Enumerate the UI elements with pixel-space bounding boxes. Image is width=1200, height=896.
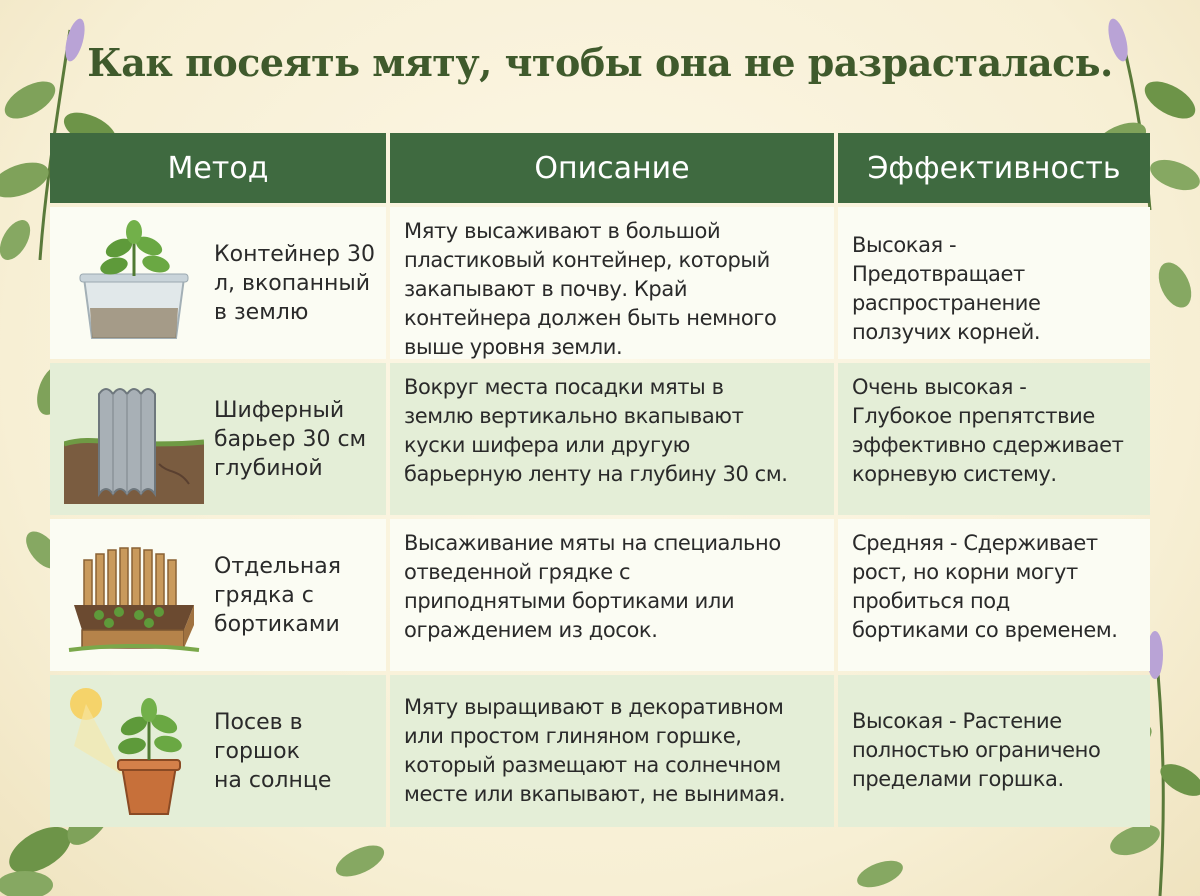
table-row — [50, 675, 1150, 827]
container-illustration-icon — [64, 218, 204, 348]
mint-leaf-right-icon — [1150, 255, 1200, 315]
description-cell — [390, 363, 834, 515]
table-row — [50, 207, 1150, 359]
method-cell — [50, 519, 386, 671]
description-cell — [390, 675, 834, 827]
effectiveness-cell — [838, 363, 1150, 515]
slate-barrier-illustration-icon — [64, 374, 204, 504]
header-description: Описание — [390, 133, 834, 203]
description-text: Высаживание мяты на специально отведенной грядке с приподнятыми бортиками или ограждением из досок. — [404, 531, 781, 642]
header-method: Метод — [50, 133, 386, 203]
description-text: Мяту высаживают в большой пластиковый контейнер, который закапывают в почву. Край контейнера должен быть немного выше уровня земли. — [404, 219, 777, 359]
pot-sun-illustration-icon — [64, 686, 204, 816]
description-cell — [390, 519, 834, 671]
effectiveness-text: Очень высокая - Глубокое препятствие эффективно сдерживает корневую систему. — [852, 375, 1124, 486]
method-label: Отдельная грядка с бортиками — [214, 553, 342, 637]
table-row — [50, 519, 1150, 671]
method-label: Шиферный барьер 30 см глубиной — [214, 397, 367, 481]
description-text: Вокруг места посадки мяты в землю вертикально вкапывают куски шифера или другую барьерную ленту на глубину 30 см. — [404, 375, 788, 486]
method-label: Посев в горшок на солнце — [214, 709, 332, 793]
effectiveness-text: Высокая - Предотвращает распространение ползучих корней. — [852, 233, 1041, 344]
effectiveness-text: Средняя - Сдерживает рост, но корни могут пробиться под бортиками со временем. — [852, 531, 1118, 642]
header-effectiveness: Эффективность — [838, 133, 1150, 203]
page-title: Как посеять мяту, чтобы она не разрасталась. — [87, 40, 1113, 85]
method-label: Контейнер 30 л, вкопанный в землю — [214, 241, 375, 325]
effectiveness-text: Высокая - Растение полностью ограничено пределами горшка. — [852, 709, 1101, 791]
method-cell — [50, 207, 386, 359]
description-text: Мяту выращивают в декоративном или простом глиняном горшке, который размещают на солнечном месте или вкапывают, не вынимая. — [404, 695, 786, 806]
table-row — [50, 363, 1150, 515]
mint-leaf-bottom-right-icon — [850, 852, 910, 896]
description-cell — [390, 207, 834, 359]
mint-leaf-bottom-center-icon — [330, 836, 390, 886]
raised-bed-illustration-icon — [64, 530, 204, 660]
effectiveness-cell — [838, 519, 1150, 671]
method-cell — [50, 675, 386, 827]
effectiveness-cell — [838, 675, 1150, 827]
methods-table — [50, 133, 1150, 827]
table-header-row — [50, 133, 1150, 203]
method-cell — [50, 363, 386, 515]
effectiveness-cell — [838, 207, 1150, 359]
